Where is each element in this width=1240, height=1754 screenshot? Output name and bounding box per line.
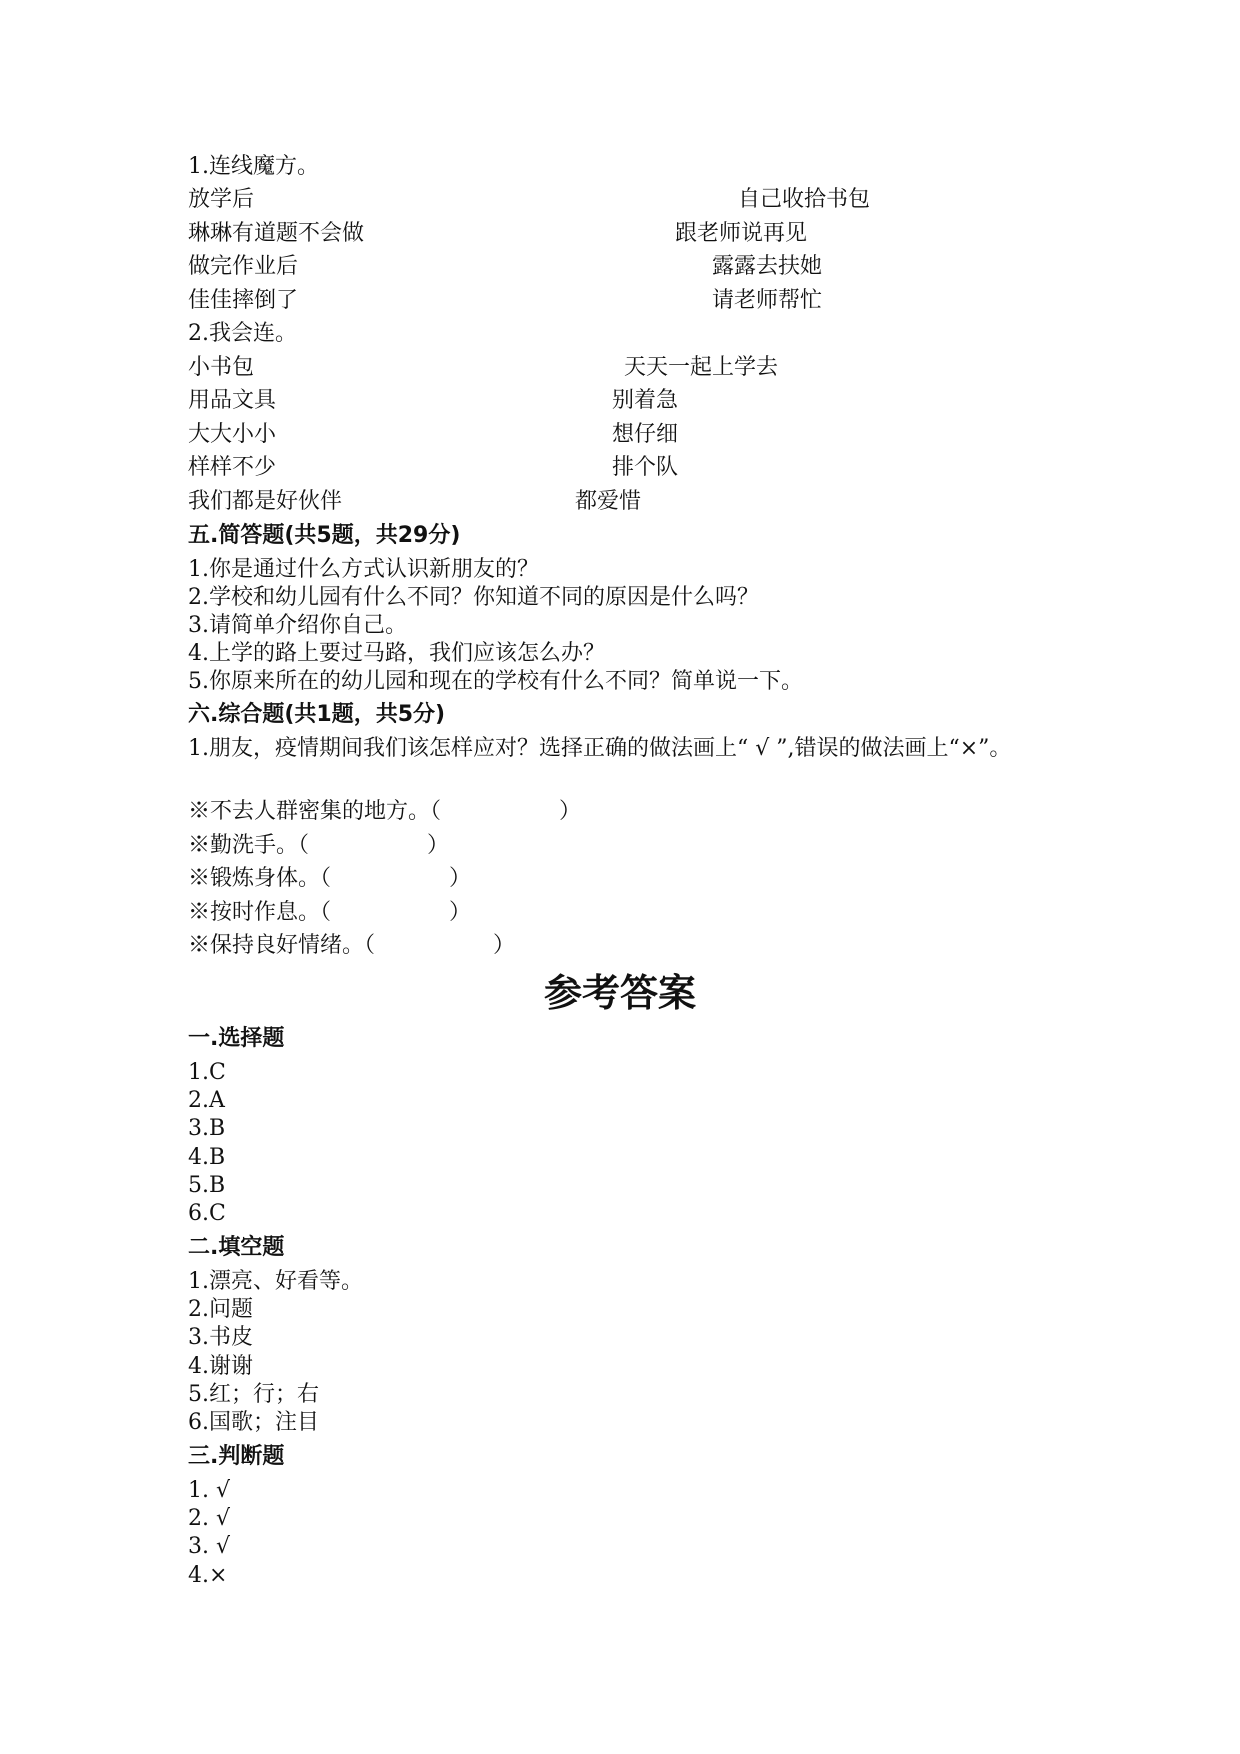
answer-item: 2. √: [188, 1506, 231, 1531]
short-answer-question: 5.你原来所在的幼儿园和现在的学校有什么不同？简单说一下。: [188, 669, 803, 694]
q2-left-item: 用品文具: [188, 388, 277, 413]
q2-left-item: 小书包: [188, 355, 255, 380]
q2-right-item: 排个队: [612, 455, 679, 480]
short-answer-question: 4.上学的路上要过马路，我们应该怎么办？: [188, 641, 605, 666]
section-heading: 六.综合题(共1题，共5分): [188, 702, 446, 727]
choice-close: ）: [449, 866, 472, 891]
choice-item: [188, 797, 581, 827]
q2-right-item: 都爱惜: [575, 489, 642, 514]
answer-item: 6.C: [188, 1201, 226, 1226]
answer-item: 4.B: [188, 1145, 226, 1170]
choice-text: ※锻炼身体。（: [188, 866, 332, 891]
short-answer-question: 1.你是通过什么方式认识新朋友的？: [188, 557, 539, 582]
q1-left-item: 琳琳有道题不会做: [188, 221, 365, 246]
answer-item: 5.B: [188, 1173, 226, 1198]
q2-left-item: 大大小小: [188, 422, 277, 447]
choice-item: [188, 931, 515, 961]
comprehensive-question: 1.朋友，疫情期间我们该怎样应对？选择正确的做法画上“ √ ”,错误的做法画上“×”。: [188, 736, 1012, 761]
section-heading: 二.填空题: [188, 1235, 285, 1260]
q2-title: 2.我会连。: [188, 321, 297, 346]
q1-right-item: 请老师帮忙: [712, 288, 823, 313]
answer-item: 1.C: [188, 1060, 226, 1085]
choice-close: ）: [427, 833, 450, 858]
short-answer-question: 2.学校和幼儿园有什么不同？你知道不同的原因是什么吗？: [188, 585, 759, 610]
choice-item: [188, 864, 471, 894]
q1-title: 1.连线魔方。: [188, 154, 319, 179]
section-heading: 五.简答题(共5题，共29分): [188, 523, 461, 548]
choice-close: ）: [559, 799, 582, 824]
answer-item: 5.红；行；右: [188, 1382, 319, 1407]
section-heading: 一.选择题: [188, 1026, 285, 1051]
q1-left-item: 做完作业后: [188, 254, 299, 279]
answer-item: 4.谢谢: [188, 1354, 253, 1379]
answer-item: 3.书皮: [188, 1325, 253, 1350]
q1-left-item: 佳佳摔倒了: [188, 288, 299, 313]
q1-left-item: 放学后: [188, 187, 255, 212]
answer-key-title: 参考答案: [543, 971, 696, 1015]
answer-item: 4.×: [188, 1563, 228, 1588]
q2-right-item: 想仔细: [612, 422, 679, 447]
section-heading: 三.判断题: [188, 1444, 285, 1469]
q2-left-item: 样样不少: [188, 455, 277, 480]
answer-item: 6.国歌；注目: [188, 1410, 319, 1435]
choice-text: ※保持良好情绪。（: [188, 933, 376, 958]
choice-text: ※按时作息。（: [188, 900, 332, 925]
q1-right-item: 跟老师说再见: [675, 221, 808, 246]
q1-right-item: 自己收拾书包: [738, 187, 871, 212]
answer-item: 1. √: [188, 1478, 231, 1503]
q2-right-item: 天天一起上学去: [624, 355, 779, 380]
q2-left-item: 我们都是好伙伴: [188, 489, 343, 514]
answer-item: 3. √: [188, 1534, 231, 1559]
short-answer-question: 3.请简单介绍你自己。: [188, 613, 407, 638]
choice-close: ）: [449, 900, 472, 925]
choice-text: ※勤洗手。（: [188, 833, 310, 858]
q1-right-item: 露露去扶她: [712, 254, 823, 279]
choice-item: [188, 898, 471, 928]
answer-item: 2.A: [188, 1088, 225, 1113]
answer-item: 1.漂亮、好看等。: [188, 1269, 363, 1294]
choice-item: [188, 831, 449, 861]
choice-close: ）: [493, 933, 516, 958]
answer-item: 2.问题: [188, 1297, 253, 1322]
answer-item: 3.B: [188, 1116, 226, 1141]
q2-right-item: 别着急: [612, 388, 679, 413]
choice-text: ※不去人群密集的地方。（: [188, 799, 442, 824]
